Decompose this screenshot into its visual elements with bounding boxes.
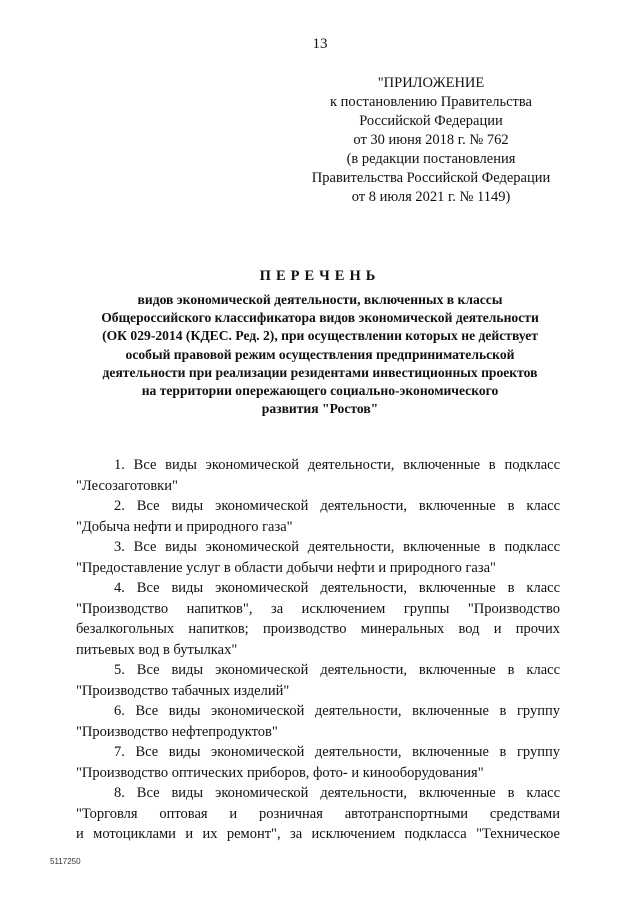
document-subtitle — [60, 291, 580, 418]
item-line: 5. Все виды экономической деятельности, включенные в класс — [114, 662, 560, 678]
item-line: "Производство напитков", за исключением группы "Производство — [76, 600, 560, 617]
item-line: "Производство табачных изделий" — [76, 682, 290, 699]
list-item-8 — [76, 783, 560, 845]
document-body — [76, 455, 560, 845]
subtitle-line: деятельности при реализации резидентами инвестиционных проектов — [102, 364, 538, 380]
item-line: 1. Все виды экономической деятельности, включенные в подкласс — [114, 457, 560, 473]
list-item-5 — [76, 660, 560, 701]
appendix-line: от 30 июня 2018 г. № 762 — [353, 132, 509, 148]
subtitle-line: развития "Ростов" — [261, 401, 379, 417]
list-item-2 — [76, 496, 560, 537]
item-line: 7. Все виды экономической деятельности, включенные в группу — [114, 744, 560, 760]
appendix-line: от 8 июля 2021 г. № 1149) — [351, 189, 511, 205]
subtitle-line: на территории опережающего социально-экономического — [141, 383, 499, 399]
item-line: "Производство оптических приборов, фото- и кинооборудования" — [76, 764, 484, 781]
item-line: 4. Все виды экономической деятельности, включенные в класс — [114, 580, 560, 596]
item-line: "Лесозаготовки" — [76, 477, 178, 494]
item-line: безалкогольных напитков; производство минеральных вод и прочих — [76, 621, 560, 637]
document-heading: ПЕРЕЧЕНЬ — [259, 268, 381, 284]
item-line: "Торговля оптовая и розничная автотранспортными средствами — [76, 805, 560, 822]
subtitle-line: особый правовой режим осуществления предпринимательской — [125, 346, 515, 362]
subtitle-line: (ОК 029-2014 (КДЕС. Ред. 2), при осуществлении которых не действует — [102, 328, 538, 344]
item-line: питьевых вод в бутылках" — [76, 641, 238, 658]
footer-document-code: 5117250 — [50, 857, 81, 866]
item-line: 2. Все виды экономической деятельности, включенные в класс — [114, 498, 560, 514]
item-line: и мотоциклами и их ремонт", за исключением подкласса "Техническое — [76, 826, 560, 842]
subtitle-line: Общероссийского классификатора видов экономической деятельности — [101, 310, 539, 326]
appendix-line: к постановлению Правительства — [330, 94, 532, 110]
subtitle-line: видов экономической деятельности, включенных в классы — [137, 292, 503, 307]
item-line: 6. Все виды экономической деятельности, включенные в группу — [114, 703, 560, 719]
appendix-block — [296, 74, 566, 207]
appendix-line: "ПРИЛОЖЕНИЕ — [377, 75, 485, 91]
appendix-line: (в редакции постановления — [346, 151, 516, 167]
page-number: 13 — [312, 36, 328, 52]
item-line: 8. Все виды экономической деятельности, включенные в класс — [114, 785, 560, 801]
item-line: "Производство нефтепродуктов" — [76, 723, 278, 740]
item-line: "Добыча нефти и природного газа" — [76, 518, 293, 535]
list-item-1 — [76, 455, 560, 496]
list-item-3 — [76, 537, 560, 578]
item-line: "Предоставление услуг в области добычи нефти и природного газа" — [76, 559, 496, 576]
appendix-line: Российской Федерации — [359, 113, 503, 129]
appendix-line: Правительства Российской Федерации — [311, 170, 551, 186]
list-item-6 — [76, 701, 560, 742]
item-line: 3. Все виды экономической деятельности, включенные в подкласс — [114, 539, 560, 555]
list-item-4 — [76, 578, 560, 660]
list-item-7 — [76, 742, 560, 783]
